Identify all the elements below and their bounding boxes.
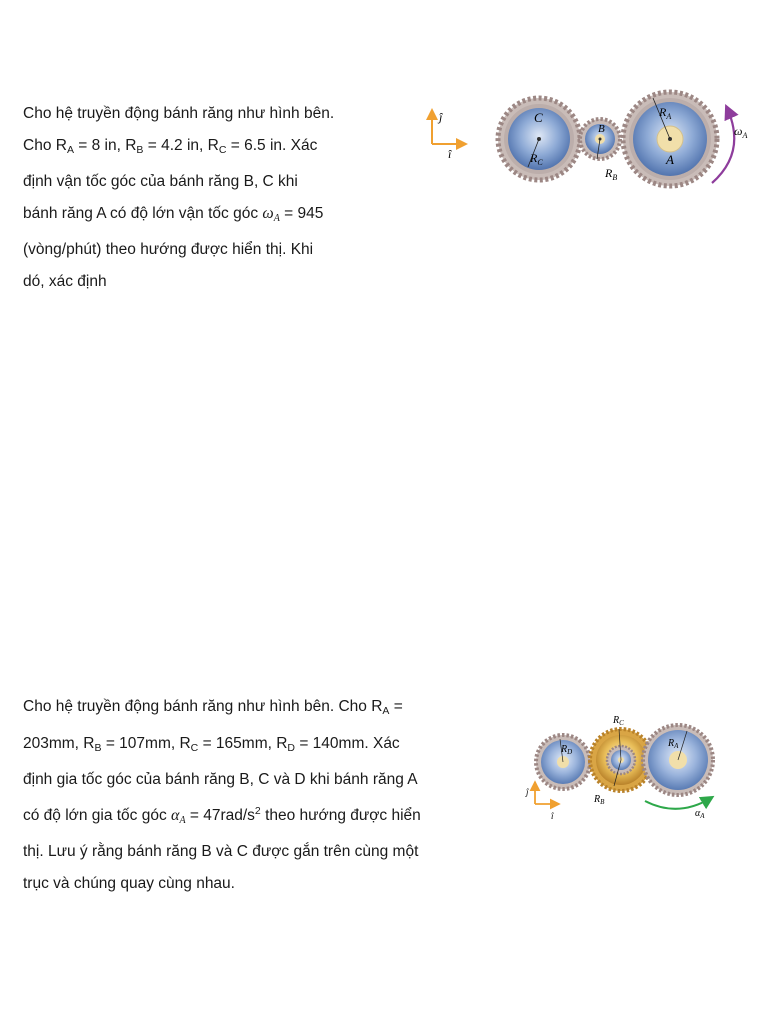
omega-a-label: $\omega_A$ (734, 124, 748, 140)
r-a-label-2: $R_A$ (668, 738, 679, 750)
r-c-label: $R_C$ (530, 151, 543, 167)
p2-line-4: có độ lớn gia tốc góc $\alpha A = 47rad/s^2$ theo hướng được hiển (23, 804, 421, 826)
gear-c (498, 98, 580, 180)
alpha-arrow-icon (645, 798, 711, 809)
p1-line-2: Cho $R_A = 8$ in, $R_B = 4.2$ in, $R_C = 6.5$ in. Xác (23, 136, 318, 156)
gear-a-label: A (666, 152, 674, 167)
axis-icon (432, 110, 466, 161)
j-hat-label-2: ĵ (526, 787, 529, 797)
gear-a (623, 92, 717, 186)
gear-train-figure-2 (515, 700, 737, 826)
p2-line-3: định gia tốc góc của bánh răng B, C và D khi bánh răng A (23, 771, 418, 788)
gear-c-label: C (534, 110, 543, 125)
gear-b-label: B (598, 123, 605, 135)
problem-2-text (23, 691, 482, 899)
p2-line-2: 203mm, $R_B = 107mm$, $R_C = 165mm$, $R_D = 140mm$. Xác (23, 734, 400, 754)
gear-d (536, 735, 590, 789)
r-b-label-2: $R_B$ (594, 794, 605, 806)
gear-b (580, 119, 620, 182)
problem-1-text (23, 98, 378, 297)
p1-line-5: (vòng/phút) theo hướng được hiển thị. Khi (23, 241, 314, 258)
r-d-label: $R_D$ (561, 744, 573, 756)
r-b-label: $R_B$ (605, 166, 618, 182)
j-hat-label: ĵ (439, 110, 443, 124)
gear-a-2 (643, 725, 713, 795)
alpha-a-label: $\alpha_A$ (695, 808, 705, 820)
p1-line-6: dó, xác định (23, 272, 107, 290)
i-hat-label-2: î (551, 811, 554, 821)
p1-line-1: Cho hệ truyền động bánh răng như hình bên. (23, 105, 335, 122)
r-a-label: $R_A$ (659, 105, 672, 121)
p2-line-6: trục và chúng quay cùng nhau. (23, 874, 235, 892)
gear-train-figure-1 (402, 82, 768, 194)
p1-line-4: bánh răng A có độ lớn vận tốc góc ωA = 945 (23, 204, 324, 224)
p2-line-5: thị. Lưu ý rằng bánh răng B và C được gắn trên cùng một (23, 843, 419, 860)
p1-line-3: định vận tốc góc của bánh răng B, C khi (23, 173, 298, 190)
r-c-label-2: $R_C$ (613, 715, 624, 727)
i-hat-label: î (448, 147, 452, 161)
p2-line-1: Cho hệ truyền động bánh răng như hình bên. Cho $R_A$ = (23, 698, 403, 717)
